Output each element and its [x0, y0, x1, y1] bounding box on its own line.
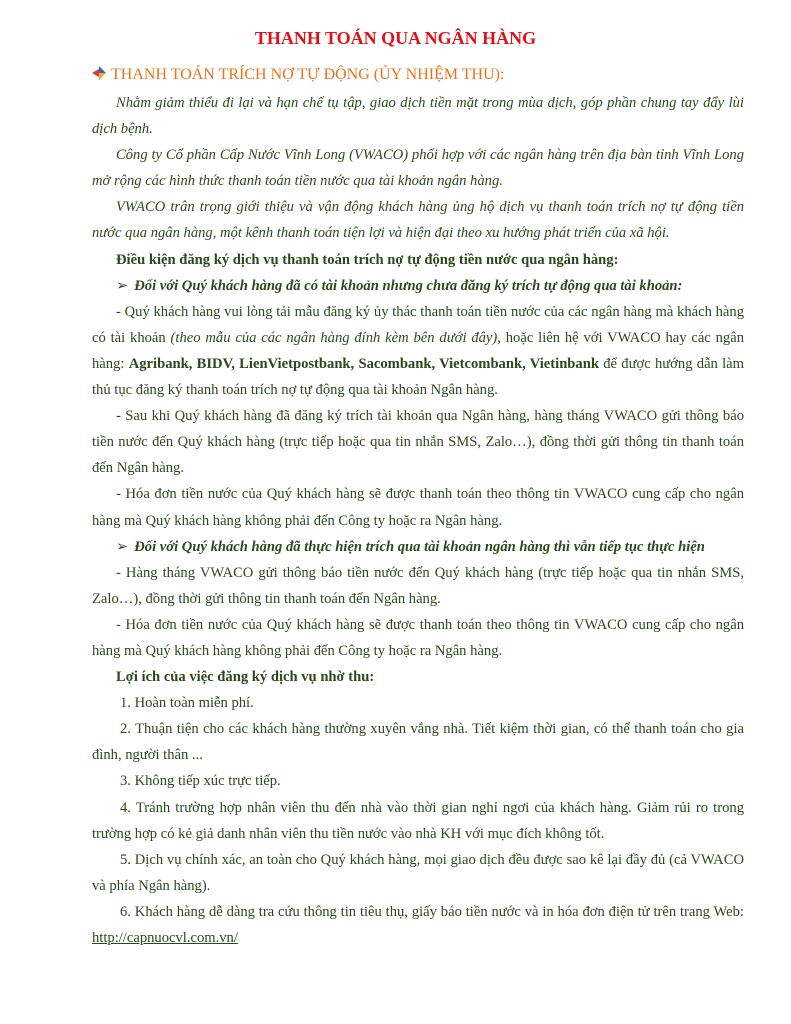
page-title: THANH TOÁN QUA NGÂN HÀNG [254, 28, 537, 48]
bank-list: Agribank, BIDV, LienVietpostbank, Sacombank, Vietcombank, Vietinbank [128, 355, 599, 372]
case1-text: để được hướng dẫn làm thủ tục đăng ký thanh toán trích nợ tự động qua tài khoản Ngân hàng. [92, 355, 744, 399]
intro-paragraph: VWACO trân trọng giới thiệu và vận động khách hàng ủng hộ dịch vụ thanh toán trích nợ tự động tiền nước qua ngân hàng, một kênh thanh toán tiện lợi và hiện đại theo xu hướng phát triển của xã hội. [92, 199, 744, 242]
section-heading [92, 66, 504, 84]
benefit-item: 3. Không tiếp xúc trực tiếp. [120, 773, 281, 790]
case1-heading-text: Đối với Quý khách hàng đã có tài khoản nhưng chưa đăng ký trích tự động qua tài khoản: [134, 277, 683, 294]
benefit-item: 1. Hoàn toàn miễn phí. [120, 695, 254, 712]
case1-paragraph: - Sau khi Quý khách hàng đã đăng ký trích tài khoản qua Ngân hàng, hàng tháng VWACO gửi thông báo tiền nước đến Quý khách hàng (trực tiếp hoặc qua tin nhắn SMS, Zalo…), đồng thời gửi thông tin thanh toán đến Ngân hàng. [92, 408, 744, 477]
section-heading-text: THANH TOÁN TRÍCH NỢ TỰ ĐỘNG (ỦY NHIỆM THU): [111, 66, 505, 83]
intro-paragraph: Nhằm giảm thiểu đi lại và hạn chế tụ tập, giao dịch tiền mặt trong mùa dịch, góp phần chung tay đẩy lùi dịch bệnh. [92, 95, 744, 138]
intro-paragraph: Công ty Cổ phần Cấp Nước Vĩnh Long (VWACO) phối hợp với các ngân hàng trên địa bàn tỉnh Vĩnh Long mở rộng các hình thức thanh toán tiền nước qua tài khoản ngân hàng. [92, 147, 744, 190]
benefit-item: 5. Dịch vụ chính xác, an toàn cho Quý khách hàng, mọi giao dịch đều được sao kê lại đầy đủ (cả VWACO và phía Ngân hàng). [92, 851, 744, 894]
benefits-heading: Lợi ích của việc đăng ký dịch vụ nhờ thu: [116, 669, 375, 686]
case1-paragraph: - Hóa đơn tiền nước của Quý khách hàng sẽ được thanh toán theo thông tin VWACO cung cấp cho ngân hàng mà Quý khách hàng không phải đến Công ty hoặc ra Ngân hàng. [92, 486, 744, 529]
case1-note: (theo mẫu của các ngân hàng đính kèm bên dưới đây) [170, 329, 498, 346]
case2-heading-text: Đối với Quý khách hàng đã thực hiện trích qua tài khoản ngân hàng thì vẫn tiếp tục thực hiện [134, 538, 705, 555]
website-link[interactable]: http://capnuocvl.com.vn/ [92, 930, 238, 946]
chevron-right-icon: ➢ [116, 538, 129, 555]
benefit-item: 4. Tránh trường hợp nhân viên thu đến nhà vào thời gian nghỉ ngơi của khách hàng. Giảm rủi ro trong trường hợp có kẻ giả danh nhân viên thu tiền nước vào nhà KH với mục đích không tốt. [92, 799, 744, 842]
case1-text: - Quý khách hàng vui lòng tải mẫu đăng ký ủy thác thanh toán tiền nước của các ngân hàng mà khách hàng có tài khoản [92, 303, 744, 346]
case1-paragraph [92, 299, 744, 403]
case2-paragraph: - Hóa đơn tiền nước của Quý khách hàng sẽ được thanh toán theo thông tin VWACO cung cấp cho ngân hàng mà Quý khách hàng không phải đến Công ty hoặc ra Ngân hàng. [92, 616, 744, 659]
benefit-item [92, 899, 744, 951]
benefit-text: 6. Khách hàng dễ dàng tra cứu thông tin tiêu thụ, giấy báo tiền nước và in hóa đơn điện tử trên trang Web: [120, 903, 744, 920]
document-body [92, 90, 744, 951]
case2-heading [92, 534, 744, 560]
conditions-heading: Điều kiện đăng ký dịch vụ thanh toán trích nợ tự động tiền nước qua ngân hàng: [116, 251, 619, 268]
case1-text: , hoặc liên hệ với VWACO hay các ngân hàng: [92, 329, 744, 372]
benefit-item: 2. Thuận tiện cho các khách hàng thường xuyên vắng nhà. Tiết kiệm thời gian, có thể thanh toán cho gia đình, người thân ... [92, 721, 744, 764]
chevron-right-icon: ➢ [116, 277, 129, 294]
case1-heading [92, 273, 744, 299]
case2-paragraph: - Hàng tháng VWACO gửi thông báo tiền nước đến Quý khách hàng (trực tiếp hoặc qua tin nhắn SMS, Zalo…), đồng thời gửi thông tin thanh toán đến Ngân hàng. [92, 564, 744, 607]
arrow-bullet-icon [92, 66, 106, 80]
